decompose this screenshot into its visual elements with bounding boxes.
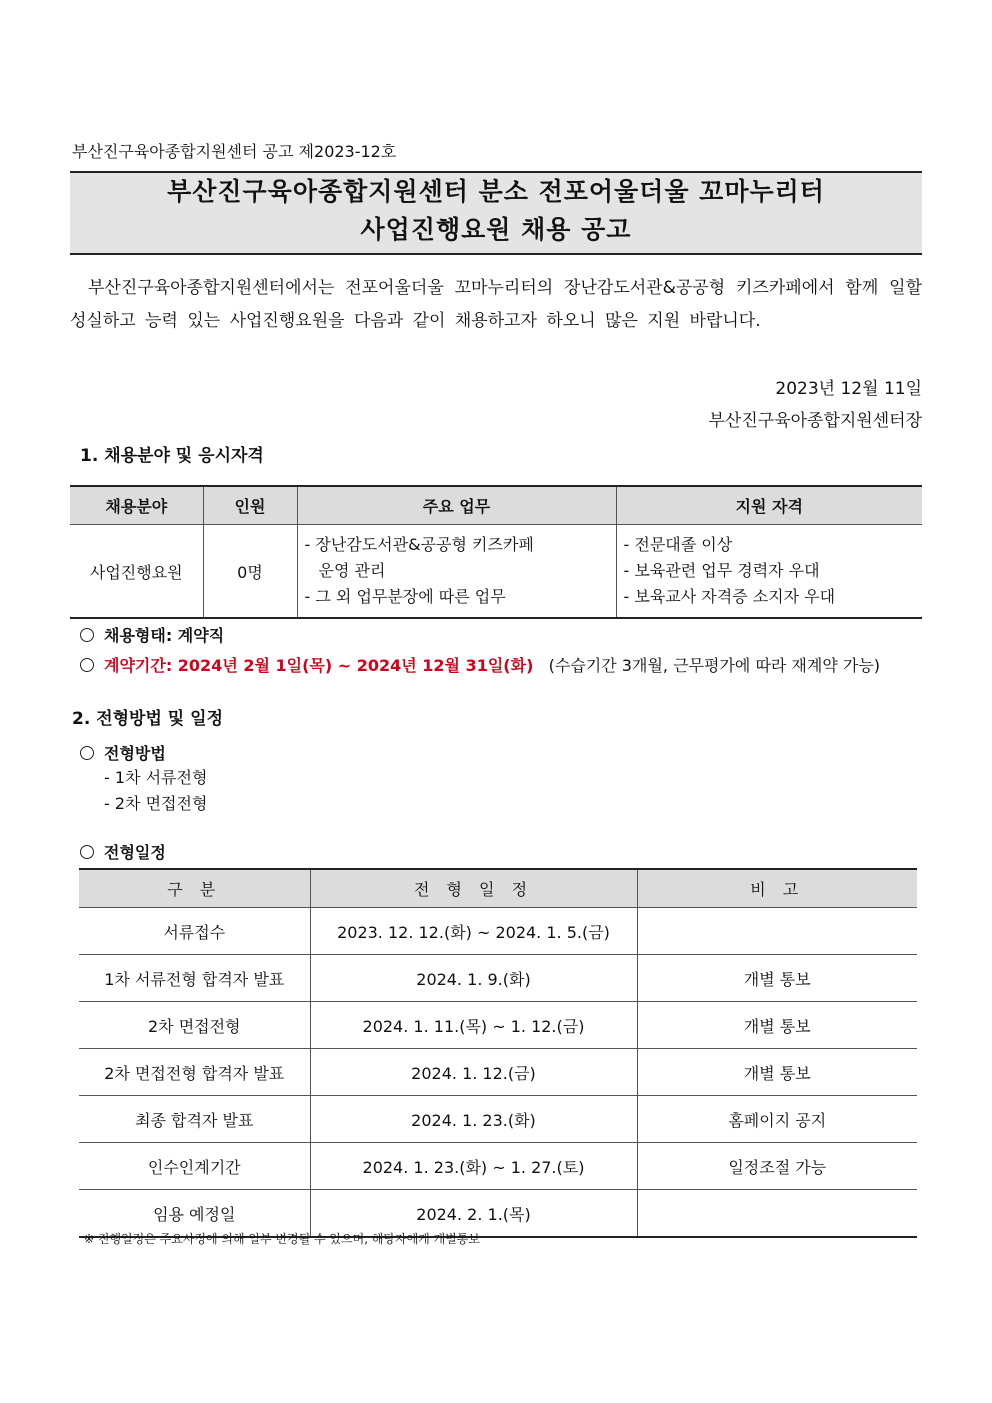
date-cell: 2024. 1. 12.(금) bbox=[310, 1049, 637, 1096]
note-cell: 개별 통보 bbox=[637, 955, 917, 1002]
announce-date: 2023년 12월 11일 bbox=[775, 379, 922, 399]
method-list bbox=[104, 765, 207, 817]
table-row bbox=[70, 525, 922, 619]
employment-type-line bbox=[80, 623, 224, 646]
date-cell: 2024. 1. 9.(화) bbox=[310, 955, 637, 1002]
table-row bbox=[79, 955, 917, 1002]
duty-item: - 그 외 업무분장에 따른 업무 bbox=[304, 587, 506, 606]
qualification-item: - 전문대졸 이상 bbox=[623, 535, 733, 554]
qualification-item: - 보육교사 자격증 소지자 우대 bbox=[623, 587, 836, 606]
header-field: 채용분야 bbox=[70, 486, 203, 525]
date-cell: 2024. 1. 23.(화) ~ 1. 27.(토) bbox=[310, 1143, 637, 1190]
method-title: 전형방법 bbox=[104, 744, 166, 763]
circle-bullet-icon bbox=[80, 845, 94, 859]
recruitment-table bbox=[70, 485, 922, 619]
qualification-item: - 보육관련 업무 경력자 우대 bbox=[623, 561, 820, 580]
notice-number: 부산진구육아종합지원센터 공고 제2023-12호 bbox=[72, 142, 397, 161]
note-cell: 일정조절 가능 bbox=[637, 1143, 917, 1190]
date-cell: 2024. 1. 11.(목) ~ 1. 12.(금) bbox=[310, 1002, 637, 1049]
contract-period-line bbox=[80, 653, 880, 676]
cell-count: 0명 bbox=[203, 525, 297, 619]
table-row bbox=[79, 1143, 917, 1190]
note-cell: 개별 통보 bbox=[637, 1002, 917, 1049]
cell-duties bbox=[297, 525, 616, 619]
header-stage: 구 분 bbox=[79, 869, 310, 908]
method-title-line bbox=[80, 741, 166, 764]
stage-cell: 인수인계기간 bbox=[79, 1143, 310, 1190]
header-qualifications: 지원 자격 bbox=[616, 486, 922, 525]
date-cell: 2023. 12. 12.(화) ~ 2024. 1. 5.(금) bbox=[310, 908, 637, 955]
stage-cell: 서류접수 bbox=[79, 908, 310, 955]
schedule-title-line bbox=[80, 840, 166, 863]
method-item: - 1차 서류전형 bbox=[104, 768, 208, 787]
contract-note: (수습기간 3개월, 근무평가에 따라 재계약 가능) bbox=[548, 656, 881, 675]
method-item: - 2차 면접전형 bbox=[104, 794, 208, 813]
schedule-footnote: ※ 진행일정은 주요사정에 의해 일부 변경될 수 있으며, 해당자에게 개별통보 bbox=[84, 1232, 480, 1246]
header-schedule: 전 형 일 정 bbox=[310, 869, 637, 908]
section1-heading: 1. 채용분야 및 응시자격 bbox=[80, 446, 264, 466]
circle-bullet-icon bbox=[80, 746, 94, 760]
note-cell: 홈페이지 공지 bbox=[637, 1096, 917, 1143]
issuer: 부산진구육아종합지원센터장 bbox=[708, 411, 922, 431]
intro-paragraph: 부산진구육아종합지원센터에서는 전포어울더울 꼬마누리터의 장난감도서관&공공형 키즈카페에서 함께 일할 성실하고 능력 있는 사업진행요원을 다음과 같이 채용하고자 하오니 많은 지원 바랍니다. bbox=[70, 278, 922, 331]
title-line-1: 부산진구육아종합지원센터 분소 전포어울더울 꼬마누리터 bbox=[167, 177, 825, 206]
table-header-row bbox=[70, 486, 922, 525]
schedule-title: 전형일정 bbox=[104, 843, 166, 862]
title-line-2: 사업진행요원 채용 공고 bbox=[360, 215, 632, 244]
title-box bbox=[70, 171, 922, 255]
date-cell: 2024. 1. 23.(화) bbox=[310, 1096, 637, 1143]
header-count: 인원 bbox=[203, 486, 297, 525]
table-row bbox=[79, 1002, 917, 1049]
cell-qualifications bbox=[616, 525, 922, 619]
stage-cell: 2차 면접전형 합격자 발표 bbox=[79, 1049, 310, 1096]
stage-cell: 임용 예정일 bbox=[79, 1190, 310, 1238]
date-block bbox=[709, 373, 923, 437]
section2-heading: 2. 전형방법 및 일정 bbox=[72, 709, 223, 729]
cell-field: 사업진행요원 bbox=[70, 525, 203, 619]
date-cell: 2024. 2. 1.(목) bbox=[310, 1190, 637, 1238]
header-note: 비 고 bbox=[637, 869, 917, 908]
table-header-row bbox=[79, 869, 917, 908]
contract-period: 계약기간: 2024년 2월 1일(목) ~ 2024년 12월 31일(화) bbox=[104, 656, 534, 675]
stage-cell: 최종 합격자 발표 bbox=[79, 1096, 310, 1143]
table-row bbox=[79, 1049, 917, 1096]
circle-bullet-icon bbox=[80, 628, 94, 642]
note-cell bbox=[637, 908, 917, 955]
circle-bullet-icon bbox=[80, 658, 94, 672]
stage-cell: 2차 면접전형 bbox=[79, 1002, 310, 1049]
employment-type: 채용형태: 계약직 bbox=[104, 626, 225, 645]
duty-item: - 장난감도서관&공공형 키즈카페 bbox=[304, 535, 534, 554]
header-duties: 주요 업무 bbox=[297, 486, 616, 525]
note-cell bbox=[637, 1190, 917, 1238]
table-row bbox=[79, 1096, 917, 1143]
schedule-table bbox=[79, 868, 917, 1238]
table-row bbox=[79, 908, 917, 955]
stage-cell: 1차 서류전형 합격자 발표 bbox=[79, 955, 310, 1002]
note-cell: 개별 통보 bbox=[637, 1049, 917, 1096]
duty-item: 운영 관리 bbox=[318, 561, 386, 580]
